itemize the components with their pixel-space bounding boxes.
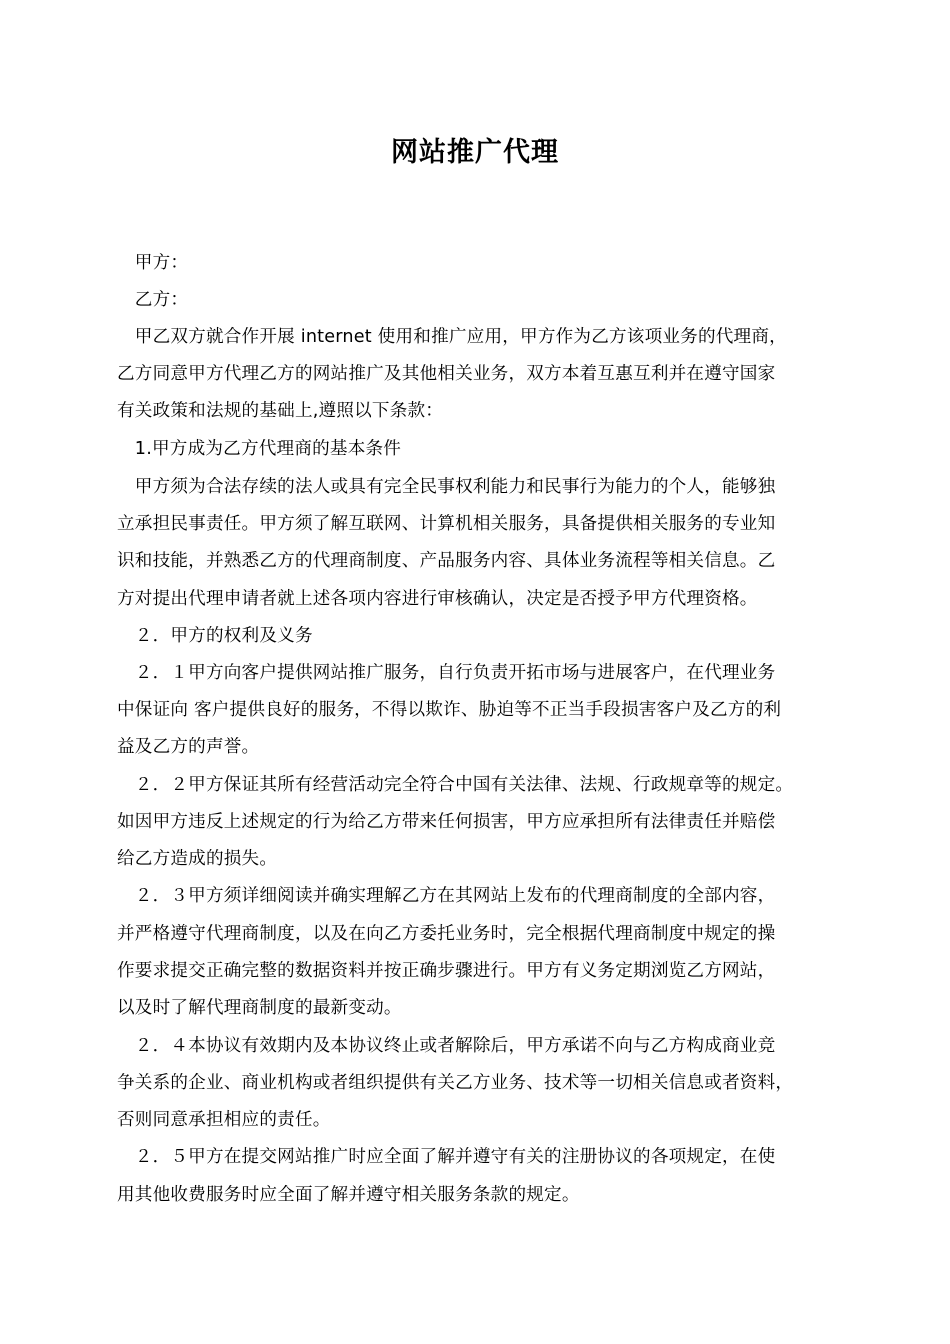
paragraph-line: 甲乙双方就合作开展 internet 使用和推广应用，甲方作为乙方该项业务的代理商， <box>117 327 787 347</box>
paragraph-line: 给乙方造成的损失。 <box>117 849 278 869</box>
section-heading: ２．甲方的权利及义务 <box>117 626 313 646</box>
paragraph-line: ２．３甲方须详细阅读并确实理解乙方在其网站上发布的代理商制度的全部内容， <box>117 886 776 906</box>
paragraph-line: 否则同意承担相应的责任。 <box>117 1110 331 1130</box>
party-a-line: 甲方： <box>117 253 189 273</box>
paragraph-line: 并严格遵守代理商制度，以及在向乙方委托业务时，完全根据代理商制度中规定的操 <box>117 924 776 944</box>
paragraph-line: 作要求提交正确完整的数据资料并按正确步骤进行。甲方有义务定期浏览乙方网站， <box>117 961 776 981</box>
paragraph-line: 识和技能，并熟悉乙方的代理商制度、产品服务内容、具体业务流程等相关信息。乙 <box>117 551 776 571</box>
paragraph-line: 立承担民事责任。甲方须了解互联网、计算机相关服务，具备提供相关服务的专业知 <box>117 514 776 534</box>
section-heading: 1.甲方成为乙方代理商的基本条件 <box>117 439 402 459</box>
paragraph-line: 有关政策和法规的基础上,遵照以下条款： <box>117 401 444 421</box>
paragraph-line: 乙方同意甲方代理乙方的网站推广及其他相关业务，双方本着互惠互利并在遵守国家 <box>117 364 776 384</box>
paragraph-line: 甲方须为合法存续的法人或具有完全民事权利能力和民事行为能力的个人，能够独 <box>117 477 776 497</box>
paragraph-line: ２．５甲方在提交网站推广时应全面了解并遵守有关的注册协议的各项规定，在使 <box>117 1147 776 1167</box>
paragraph-line: ２．２甲方保证其所有经营活动完全符合中国有关法律、法规、行政规章等的规定。 <box>117 775 794 795</box>
paragraph-line: 以及时了解代理商制度的最新变动。 <box>117 998 402 1018</box>
paragraph-line: 用其他收费服务时应全面了解并遵守相关服务条款的规定。 <box>117 1185 580 1205</box>
paragraph-line: ２．１甲方向客户提供网站推广服务，自行负责开拓市场与进展客户，在代理业务 <box>117 663 776 683</box>
paragraph-line: 如因甲方违反上述规定的行为给乙方带来任何损害，甲方应承担所有法律责任并赔偿 <box>117 812 776 832</box>
paragraph-line: 中保证向 客户提供良好的服务，不得以欺诈、胁迫等不正当手段损害客户及乙方的利 <box>117 700 782 720</box>
paragraph-line: 方对提出代理申请者就上述各项内容进行审核确认，决定是否授予甲方代理资格。 <box>117 589 758 609</box>
party-b-line: 乙方： <box>117 290 189 310</box>
paragraph-line: 益及乙方的声誉。 <box>117 737 260 757</box>
paragraph-line: ２．４本协议有效期内及本协议终止或者解除后，甲方承诺不向与乙方构成商业竞 <box>117 1036 776 1056</box>
paragraph-line: 争关系的企业、商业机构或者组织提供有关乙方业务、技术等一切相关信息或者资料， <box>117 1073 794 1093</box>
document-title: 网站推广代理 <box>391 137 559 168</box>
